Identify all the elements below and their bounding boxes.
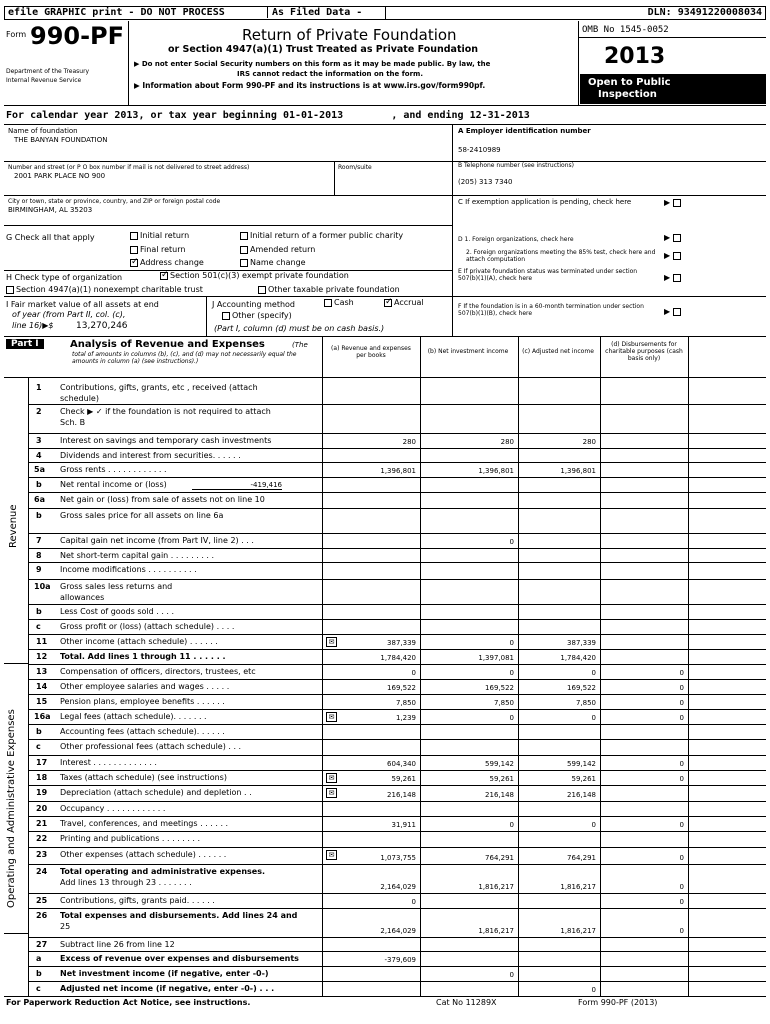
line-c-13-number: c (36, 622, 41, 631)
row-divider (28, 533, 766, 534)
row-divider (28, 864, 766, 865)
line-b-12-number: b (36, 607, 42, 616)
line-22-27-label: Printing and publications . . . . . . . . (60, 834, 201, 843)
row-divider (28, 508, 766, 509)
line-18-23-col-d[interactable]: 0 (679, 775, 684, 783)
efile-notice: efile GRAPHIC print - DO NOT PROCESS (8, 7, 225, 18)
line-17-22-label: Interest . . . . . . . . . . . . . (60, 758, 157, 767)
g-name-change[interactable]: Name change (240, 258, 306, 267)
info-notice: ▶ Information about Form 990-PF and its instructions is at www.irs.gov/form990pf. (134, 81, 486, 90)
line-5a-4-label: Gross rents . . . . . . . . . . . . (60, 465, 167, 474)
line-22-27-number: 22 (36, 834, 48, 843)
line-9-10-number: 9 (36, 565, 42, 574)
row-divider (28, 694, 766, 695)
line-c-13-label: Gross profit or (loss) (attach schedule) . . . . (60, 622, 235, 631)
line-16a-19-number: 16a (34, 712, 51, 721)
line-27-32-label: Subtract line 26 from line 12 (60, 940, 175, 949)
line-18-23-col-a[interactable]: 59,261 (391, 775, 416, 783)
line-14-17-number: 14 (36, 682, 48, 691)
line-14-17-col-c[interactable]: 169,522 (567, 684, 596, 692)
row-divider (28, 579, 766, 580)
line-3-2-col-c[interactable]: 280 (582, 438, 596, 446)
line-11-14-col-b[interactable]: 0 (509, 639, 514, 647)
line-6a-6-number: 6a (34, 495, 45, 504)
row-divider (28, 770, 766, 771)
line-11-14-col-a[interactable]: 387,339 (387, 639, 416, 647)
row-divider (28, 462, 766, 463)
line-24-29-col-b[interactable]: 1,816,217 (478, 883, 514, 891)
line-25-30-col-d[interactable]: 0 (679, 898, 684, 906)
d1-checkbox[interactable]: ▶ (664, 233, 683, 242)
line-12-15-col-b[interactable]: 1,397,081 (478, 654, 514, 662)
g-initial-return[interactable]: Initial return (130, 231, 189, 240)
i-label-1: I Fair market value of all assets at end (6, 300, 159, 309)
line-4-3-label: Dividends and interest from securities. . . . . . (60, 451, 241, 460)
line-16a-19-col-b[interactable]: 0 (509, 714, 514, 722)
line-24-29-label: Total operating and administrative expenses. (60, 867, 265, 876)
line-b-5-label: Net rental income or (loss) (60, 480, 167, 489)
line-6a-6-label: Net gain or (loss) from sale of assets not on line 10 (60, 495, 265, 504)
line-a-33-number: a (36, 954, 42, 963)
col-a-header: (a) Revenue and expenses per books (331, 345, 411, 359)
line-21-26-col-a[interactable]: 31,911 (391, 821, 416, 829)
row-divider (28, 785, 766, 786)
row-divider (28, 739, 766, 740)
attachment-icon[interactable]: ✉ (326, 773, 337, 783)
ein-value[interactable]: 58-2410989 (458, 146, 501, 154)
row-divider (28, 847, 766, 848)
row-divider (28, 604, 766, 605)
form-prefix: Form (6, 30, 27, 39)
line-7-8-col-b[interactable]: 0 (509, 538, 514, 546)
line-19-24-label: Depreciation (attach schedule) and depletion . . (60, 788, 252, 797)
line-b-7-label: Gross sales price for all assets on line 6a (60, 511, 224, 520)
line-15-18-number: 15 (36, 697, 48, 706)
line-b-12-label: Less Cost of goods sold . . . . (60, 607, 175, 616)
row-divider (28, 664, 766, 665)
fmv-assets[interactable]: 13,270,246 (76, 321, 128, 331)
j-label: J Accounting method (212, 300, 296, 309)
line-14-17-col-b[interactable]: 169,522 (485, 684, 514, 692)
city-label: City or town, state or province, country, and ZIP or foreign postal code (8, 198, 221, 205)
line-2-1-label-cont: Sch. B (60, 418, 86, 427)
footer-paperwork: For Paperwork Reduction Act Notice, see instructions. (6, 998, 251, 1007)
line-12-15-label: Total. Add lines 1 through 11 . . . . . . (60, 652, 226, 661)
j-accrual[interactable]: ✓ Accrual (384, 298, 424, 307)
line-17-22-col-a[interactable]: 604,340 (387, 760, 416, 768)
form-number: 990-PF (30, 22, 125, 50)
irs-label: Internal Revenue Service (6, 77, 82, 84)
line-26-31-col-d[interactable]: 0 (679, 927, 684, 935)
line-b-5-number: b (36, 480, 42, 489)
row-divider (28, 492, 766, 493)
form-subtitle: or Section 4947(a)(1) Trust Treated as Private Foundation (168, 44, 479, 55)
col-c-header: (c) Adjusted net income (522, 348, 594, 355)
line-19-24-number: 19 (36, 788, 48, 797)
line-23-28-col-b[interactable]: 764,291 (485, 854, 514, 862)
line-18-23-label: Taxes (attach schedule) (see instructions) (60, 773, 227, 782)
line-17-22-col-b[interactable]: 599,142 (485, 760, 514, 768)
line-2-1-number: 2 (36, 407, 42, 416)
line-18-23-col-c[interactable]: 59,261 (571, 775, 596, 783)
line-3-2-number: 3 (36, 436, 42, 445)
line-3-2-col-a[interactable]: 280 (402, 438, 416, 446)
row-divider (28, 634, 766, 635)
line-b-5-inline-value[interactable]: -419,416 (192, 481, 282, 490)
g-address-change[interactable]: ✓Address change (130, 258, 204, 267)
row-divider (28, 951, 766, 952)
street-address[interactable]: 2001 PARK PLACE NO 900 (14, 172, 106, 180)
g-amended-return[interactable]: Amended return (240, 245, 315, 254)
row-divider (28, 562, 766, 563)
line-5a-4-col-a[interactable]: 1,396,801 (380, 467, 416, 475)
line-24-29-col-d[interactable]: 0 (679, 883, 684, 891)
line-b-7-number: b (36, 511, 42, 520)
part1-title: Analysis of Revenue and Expenses (70, 339, 265, 350)
line-20-25-number: 20 (36, 804, 48, 813)
line-23-28-col-a[interactable]: 1,073,755 (380, 854, 416, 862)
line-15-18-col-b[interactable]: 7,850 (493, 699, 514, 707)
line-17-22-col-c[interactable]: 599,142 (567, 760, 596, 768)
row-divider (28, 649, 766, 650)
line-23-28-number: 23 (36, 850, 48, 859)
row-divider (28, 966, 766, 967)
line-25-30-number: 25 (36, 896, 48, 905)
line-b-34-col-b[interactable]: 0 (509, 971, 514, 979)
tax-year: 2013 (604, 44, 666, 69)
line-26-31-label: Total expenses and disbursements. Add lines 24 and (60, 911, 298, 920)
line-24-29-label-cont: Add lines 13 through 23 . . . . . . . (60, 878, 192, 887)
h-other-taxable[interactable]: Other taxable private foundation (258, 285, 400, 294)
c-exemption-label: C If exemption application is pending, check here (458, 198, 632, 206)
line-10a-11-label-cont: allowances (60, 593, 105, 602)
line-26-31-number: 26 (36, 911, 48, 920)
row-divider (28, 908, 766, 909)
f-label: F If the foundation is in a 60-month termination under section 507(b)(1)(B), check here (458, 303, 644, 317)
inspection-label: Inspection (598, 89, 657, 100)
line-19-24-col-b[interactable]: 216,148 (485, 791, 514, 799)
line-27-32-number: 27 (36, 940, 48, 949)
d2-checkbox[interactable]: ▶ (664, 251, 683, 260)
revenue-side-label: Revenue (8, 504, 19, 548)
row-divider (28, 893, 766, 894)
line-17-22-col-d[interactable]: 0 (679, 760, 684, 768)
line-24-29-number: 24 (36, 867, 48, 876)
line-16a-19-col-c[interactable]: 0 (591, 714, 596, 722)
line-14-17-col-a[interactable]: 169,522 (387, 684, 416, 692)
h-501c3[interactable]: ✓ Section 501(c)(3) exempt private foundation (160, 271, 349, 280)
line-15-18-label: Pension plans, employee benefits . . . . . . (60, 697, 225, 706)
g-final-return[interactable]: Final return (130, 245, 185, 254)
line-26-31-col-a[interactable]: 2,164,029 (380, 927, 416, 935)
row-divider (28, 755, 766, 756)
line-c-35-col-c[interactable]: 0 (591, 986, 596, 994)
room-label: Room/suite (338, 164, 372, 171)
line-14-17-col-d[interactable]: 0 (679, 684, 684, 692)
line-20-25-label: Occupancy . . . . . . . . . . . . (60, 804, 166, 813)
line-23-28-col-c[interactable]: 764,291 (567, 854, 596, 862)
line-21-26-label: Travel, conferences, and meetings . . . . . . (60, 819, 229, 828)
attachment-icon[interactable]: ✉ (326, 788, 337, 798)
line-2-1-label: Check ▶ ✓ if the foundation is not required to attach (60, 407, 271, 416)
foundation-name-label: Name of foundation (8, 127, 78, 135)
i-label-2: of year (from Part II, col. (c), (12, 310, 126, 319)
line-18-23-col-b[interactable]: 59,261 (489, 775, 514, 783)
as-filed-label: As Filed Data - (267, 7, 362, 18)
efile-header-bar (4, 6, 766, 20)
line-5a-4-col-b[interactable]: 1,396,801 (478, 467, 514, 475)
ssn-notice: ▶ Do not enter Social Security numbers on this form as it may be made public. By law, the (134, 60, 491, 68)
c-checkbox[interactable]: ▶ (664, 198, 683, 207)
line-26-31-label-cont: 25 (60, 922, 71, 931)
line-8-9-label: Net short-term capital gain . . . . . . . . . (60, 551, 215, 560)
dln: DLN: 93491220008034 (647, 7, 762, 18)
col-b-header: (b) Net investment income (427, 348, 509, 355)
street-label: Number and street (or P O box number if mail is not delivered to street address) (8, 164, 250, 171)
attachment-icon[interactable]: ✉ (326, 850, 337, 860)
open-public: Open to Public (588, 77, 671, 88)
line-14-17-label: Other employee salaries and wages . . . . . (60, 682, 230, 691)
d1-label: D 1. Foreign organizations, check here (458, 236, 574, 243)
attachment-icon[interactable]: ✉ (326, 712, 337, 722)
phone-value[interactable]: (205) 313 7340 (458, 178, 513, 186)
line-c-35-label: Adjusted net income (if negative, enter -0-) . . . (60, 984, 275, 993)
line-26-31-col-c[interactable]: 1,816,217 (560, 927, 596, 935)
row-divider (28, 433, 766, 434)
row-divider (28, 448, 766, 449)
calendar-year-line: For calendar year 2013, or tax year beginning 01-01-2013 , and ending 12-31-2013 (6, 110, 530, 121)
line-a-33-label: Excess of revenue over expenses and disbursements (60, 954, 299, 963)
row-divider (28, 937, 766, 938)
expense-side-label: Operating and Administrative Expenses (6, 709, 17, 908)
line-b-20-label: Accounting fees (attach schedule). . . . . . (60, 727, 225, 736)
line-b-34-label: Net investment income (if negative, enter -0-) (60, 969, 269, 978)
line-15-18-col-c[interactable]: 7,850 (575, 699, 596, 707)
g-label: G Check all that apply (6, 233, 95, 242)
e-label: E If private foundation status was terminated under section 507(b)(1)(A), check here (458, 268, 638, 282)
line-11-14-number: 11 (36, 637, 48, 646)
line-9-10-label: Income modifications . . . . . . . . . . (60, 565, 197, 574)
i-label-3: line 16)▶$ (12, 321, 54, 330)
line-24-29-col-c[interactable]: 1,816,217 (560, 883, 596, 891)
form-title: Return of Private Foundation (242, 26, 457, 44)
line-19-24-col-c[interactable]: 216,148 (567, 791, 596, 799)
j-note: (Part I, column (d) must be on cash basis.) (214, 324, 385, 333)
dept-treasury: Department of the Treasury (6, 68, 90, 75)
line-13-16-col-b[interactable]: 0 (509, 669, 514, 677)
row-divider (28, 724, 766, 725)
line-10a-11-number: 10a (34, 582, 51, 591)
foundation-name[interactable]: THE BANYAN FOUNDATION (14, 136, 108, 144)
line-b-34-number: b (36, 969, 42, 978)
row-divider (28, 831, 766, 832)
row-divider (28, 709, 766, 710)
line-c-21-number: c (36, 742, 41, 751)
d2-label: 2. Foreign organizations meeting the 85% test, check here and attach computation (466, 249, 656, 263)
footer-form: Form 990-PF (2013) (578, 998, 658, 1007)
line-19-24-col-a[interactable]: 216,148 (387, 791, 416, 799)
footer-cat: Cat No 11289X (436, 998, 497, 1007)
row-divider (28, 816, 766, 817)
f-checkbox[interactable]: ▶ (664, 307, 683, 316)
h-4947[interactable]: Section 4947(a)(1) nonexempt charitable trust (6, 285, 203, 294)
line-12-15-number: 12 (36, 652, 48, 661)
attachment-icon[interactable]: ✉ (326, 637, 337, 647)
row-divider (28, 981, 766, 982)
line-5a-4-col-c[interactable]: 1,396,801 (560, 467, 596, 475)
line-26-31-col-b[interactable]: 1,816,217 (478, 927, 514, 935)
col-d-header: (d) Disbursements for charitable purposes (cash basis only) (605, 341, 683, 362)
line-12-15-col-c[interactable]: 1,784,420 (560, 654, 596, 662)
row-divider (28, 404, 766, 405)
line-21-26-col-c[interactable]: 0 (591, 821, 596, 829)
row-divider (28, 801, 766, 802)
line-10a-11-label: Gross sales less returns and (60, 582, 173, 591)
phone-label: B Telephone number (see instructions) (458, 162, 574, 169)
row-divider (28, 679, 766, 680)
line-21-26-number: 21 (36, 819, 48, 828)
line-23-28-label: Other expenses (attach schedule) . . . . . . (60, 850, 227, 859)
line-16a-19-label: Legal fees (attach schedule). . . . . . . (60, 712, 207, 721)
line-15-18-col-a[interactable]: 7,850 (395, 699, 416, 707)
line-13-16-col-c[interactable]: 0 (591, 669, 596, 677)
row-divider (28, 477, 766, 478)
line-3-2-label: Interest on savings and temporary cash investments (60, 436, 272, 445)
j-other[interactable]: Other (specify) (222, 311, 292, 320)
j-cash[interactable]: Cash (324, 298, 354, 307)
e-checkbox[interactable]: ▶ (664, 273, 683, 282)
ein-label: A Employer identification number (458, 127, 591, 135)
line-11-14-col-c[interactable]: 387,339 (567, 639, 596, 647)
line-a-33-col-a[interactable]: -379,609 (384, 956, 416, 964)
part1-tag: Part I (6, 339, 44, 349)
line-7-8-number: 7 (36, 536, 42, 545)
line-17-22-number: 17 (36, 758, 48, 767)
line-21-26-col-d[interactable]: 0 (679, 821, 684, 829)
line-1-0-label: Contributions, gifts, grants, etc , received (attach (60, 383, 258, 392)
line-18-23-number: 18 (36, 773, 48, 782)
line-c-21-label: Other professional fees (attach schedule) . . . (60, 742, 242, 751)
line-23-28-col-d[interactable]: 0 (679, 854, 684, 862)
row-divider (28, 619, 766, 620)
line-25-30-label: Contributions, gifts, grants paid. . . . . . (60, 896, 215, 905)
line-c-35-number: c (36, 984, 41, 993)
g-initial-former[interactable]: Initial return of a former public charity (240, 231, 403, 240)
line-13-16-number: 13 (36, 667, 48, 676)
part1-the: (The (292, 341, 308, 349)
line-5a-4-number: 5a (34, 465, 45, 474)
omb-number: OMB No 1545-0052 (582, 25, 669, 35)
line-13-16-col-d[interactable]: 0 (679, 669, 684, 677)
line-16a-19-col-d[interactable]: 0 (679, 714, 684, 722)
city-value[interactable]: BIRMINGHAM, AL 35203 (8, 206, 93, 214)
part1-desc: total of amounts in columns (b), (c), and (d) may not necessarily equal the amounts in column (a) (see instructions).) (72, 351, 297, 365)
line-3-2-col-b[interactable]: 280 (500, 438, 514, 446)
line-13-16-col-a[interactable]: 0 (411, 669, 416, 677)
line-8-9-number: 8 (36, 551, 42, 560)
line-7-8-label: Capital gain net income (from Part IV, line 2) . . . (60, 536, 254, 545)
line-21-26-col-b[interactable]: 0 (509, 821, 514, 829)
ssn-notice-2: IRS cannot redact the information on the form. (237, 70, 423, 78)
line-11-14-label: Other income (attach schedule) . . . . . . (60, 637, 218, 646)
h-label: H Check type of organization (6, 273, 123, 282)
line-12-15-col-a[interactable]: 1,784,420 (380, 654, 416, 662)
line-13-16-label: Compensation of officers, directors, trustees, etc (60, 667, 256, 676)
line-24-29-col-a[interactable]: 2,164,029 (380, 883, 416, 891)
line-1-0-label-cont: schedule) (60, 394, 99, 403)
line-4-3-number: 4 (36, 451, 42, 460)
line-b-20-number: b (36, 727, 42, 736)
row-divider (28, 548, 766, 549)
line-15-18-col-d[interactable]: 0 (679, 699, 684, 707)
line-25-30-col-a[interactable]: 0 (411, 898, 416, 906)
line-16a-19-col-a[interactable]: 1,239 (395, 714, 416, 722)
line-1-0-number: 1 (36, 383, 42, 392)
